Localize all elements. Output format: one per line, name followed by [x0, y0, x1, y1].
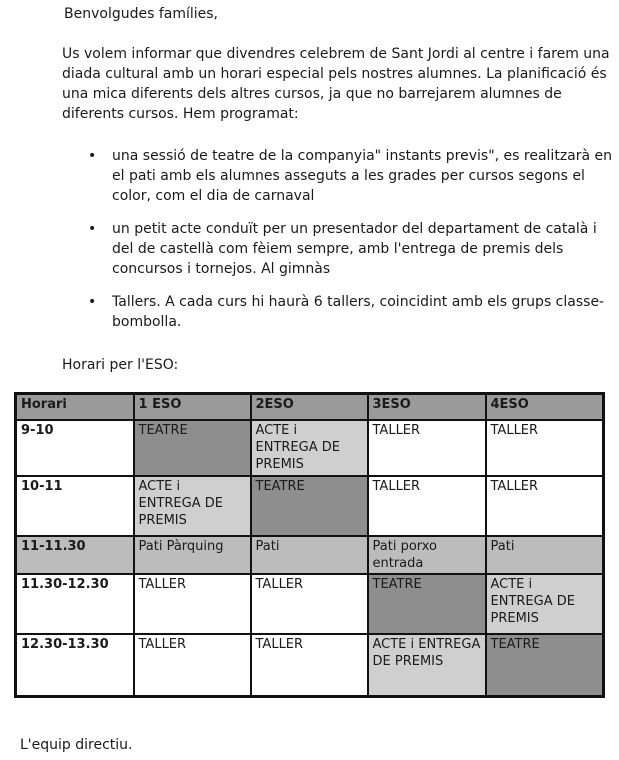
schedule-cell: TALLER — [251, 574, 368, 634]
bullet-icon: • — [88, 294, 97, 310]
schedule-cell: ACTE i ENTREGA DE PREMIS — [251, 420, 368, 476]
signature: L'equip directiu. — [20, 737, 133, 753]
intro-paragraph: Us volem informar que divendres celebrem de Sant Jordi al centre i farem una diada cultural amb un horari especial pels nostres alumnes. La planificació és una mica diferents dels altres cursos, ja que no barrejarem alumnes de diferents cursos. Hem programat: — [62, 46, 610, 122]
header-4eso: 4ESO — [486, 394, 604, 421]
list-item — [88, 292, 616, 332]
schedule-cell: Pati porxo entrada — [368, 536, 486, 574]
schedule-cell: TALLER — [486, 476, 604, 536]
table-row — [16, 476, 604, 536]
schedule-cell: ACTE i ENTREGA DE PREMIS — [368, 634, 486, 696]
schedule-cell: Pati Pàrquing — [134, 536, 251, 574]
time-cell: 9-10 — [16, 420, 134, 476]
schedule-cell: TALLER — [368, 420, 486, 476]
header-horari: Horari — [16, 394, 134, 421]
schedule-cell: TALLER — [134, 574, 251, 634]
schedule-cell: ACTE i ENTREGA DE PREMIS — [486, 574, 604, 634]
schedule-table — [14, 392, 605, 698]
table-row — [16, 574, 604, 634]
table-row — [16, 634, 604, 696]
schedule-cell: Pati — [251, 536, 368, 574]
schedule-cell: TALLER — [368, 476, 486, 536]
schedule-cell: TALLER — [251, 634, 368, 696]
schedule-cell: ACTE i ENTREGA DE PREMIS — [134, 476, 251, 536]
schedule-cell: TEATRE — [486, 634, 604, 696]
schedule-cell: TEATRE — [251, 476, 368, 536]
time-cell: 12.30-13.30 — [16, 634, 134, 696]
schedule-label: Horari per l'ESO: — [62, 357, 179, 373]
list-item-text: Tallers. A cada curs hi haurà 6 tallers, coincidint amb els grups classe- bombolla. — [112, 294, 605, 330]
header-2eso: 2ESO — [251, 394, 368, 421]
greeting: Benvolgudes famílies, — [64, 6, 219, 22]
schedule-cell: TALLER — [134, 634, 251, 696]
schedule-cell: TEATRE — [134, 420, 251, 476]
schedule-cell: Pati — [486, 536, 604, 574]
time-cell: 11.30-12.30 — [16, 574, 134, 634]
activity-list — [88, 146, 616, 345]
schedule-cell: TEATRE — [368, 574, 486, 634]
table-row — [16, 420, 604, 476]
header-1eso: 1 ESO — [134, 394, 251, 421]
bullet-icon: • — [88, 221, 97, 237]
time-cell: 11-11.30 — [16, 536, 134, 574]
list-item-text: una sessió de teatre de la companyia" instants previs", es realitzarà en el pati amb els alumnes asseguts a les grades per cursos segons el color, com el dia de carnaval — [112, 148, 613, 204]
list-item — [88, 146, 616, 206]
time-cell: 10-11 — [16, 476, 134, 536]
header-3eso: 3ESO — [368, 394, 486, 421]
bullet-icon: • — [88, 148, 97, 164]
list-item-text: un petit acte conduït per un presentador del departament de català i del de castellà com fèiem sempre, amb l'entrega de premis dels concursos i tornejos. Al gimnàs — [112, 221, 597, 277]
table-header-row — [16, 394, 604, 421]
list-item — [88, 219, 616, 279]
schedule-cell: TALLER — [486, 420, 604, 476]
table-row — [16, 536, 604, 574]
